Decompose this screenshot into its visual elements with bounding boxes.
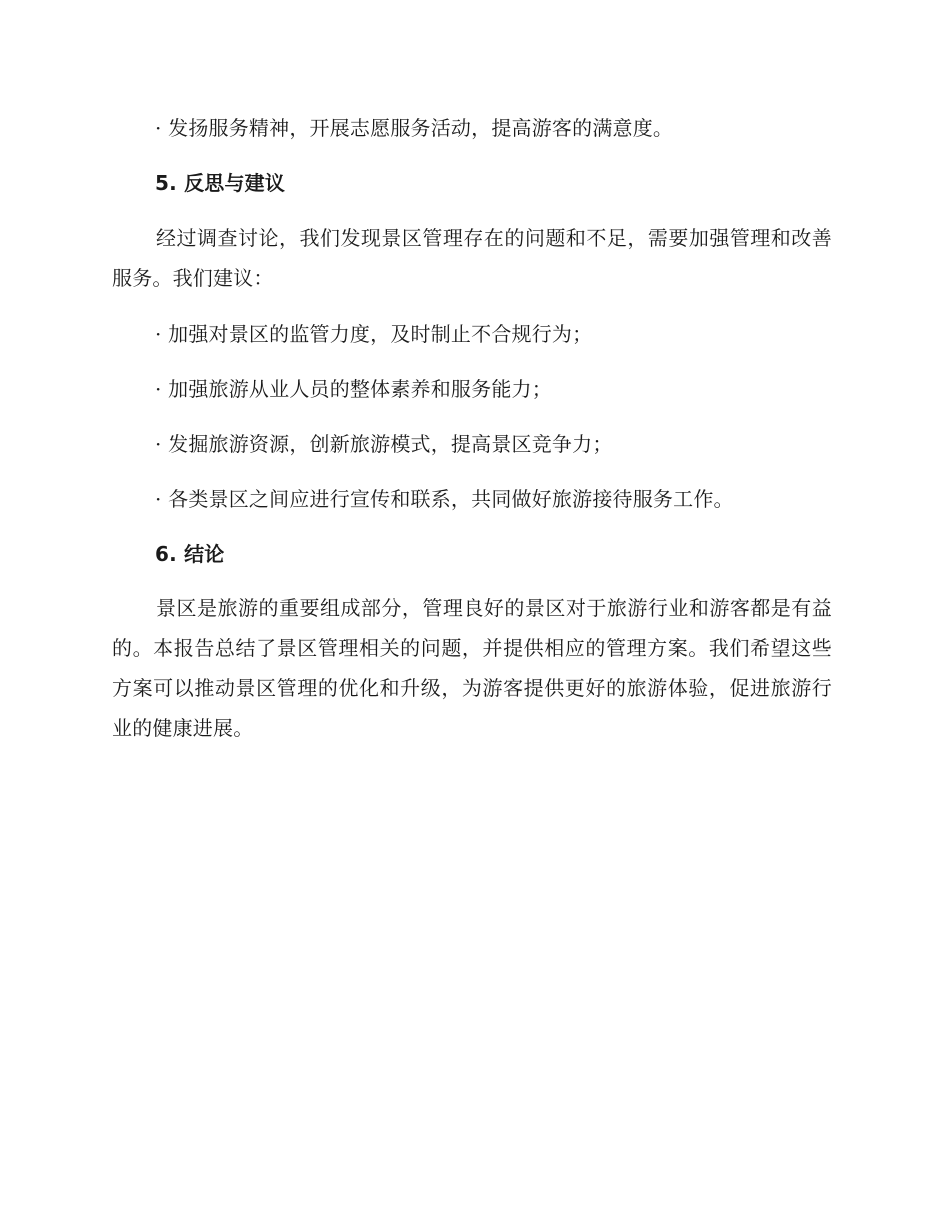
section-heading-reflection: 5. 反思与建议 xyxy=(155,171,286,195)
bullet-item-volunteer-service: · 发扬服务精神，开展志愿服务活动，提高游客的满意度。 xyxy=(155,116,674,140)
bullet-item-supervision: · 加强对景区的监管力度，及时制止不合规行为； xyxy=(155,322,593,346)
paragraph-conclusion: 景区是旅游的重要组成部分，管理良好的景区对于旅游行业和游客都是有益的。本报告总结了景区管理相关的问题，并提供相应的管理方案。我们希望这些方案可以推动景区管理的优化和升级，为游客提供更好的旅游体验，促进旅游行业的健康进展。 xyxy=(112,596,832,740)
bullet-item-cooperation: · 各类景区之间应进行宣传和联系，共同做好旅游接待服务工作。 xyxy=(155,487,734,511)
bullet-item-staff-quality: · 加强旅游从业人员的整体素养和服务能力； xyxy=(155,377,552,401)
bullet-item-resources: · 发掘旅游资源，创新旅游模式，提高景区竞争力； xyxy=(155,432,613,456)
paragraph-reflection-intro: 经过调查讨论，我们发现景区管理存在的问题和不足，需要加强管理和改善服务。我们建议： xyxy=(112,226,832,290)
section-heading-conclusion: 6. 结论 xyxy=(155,542,225,566)
